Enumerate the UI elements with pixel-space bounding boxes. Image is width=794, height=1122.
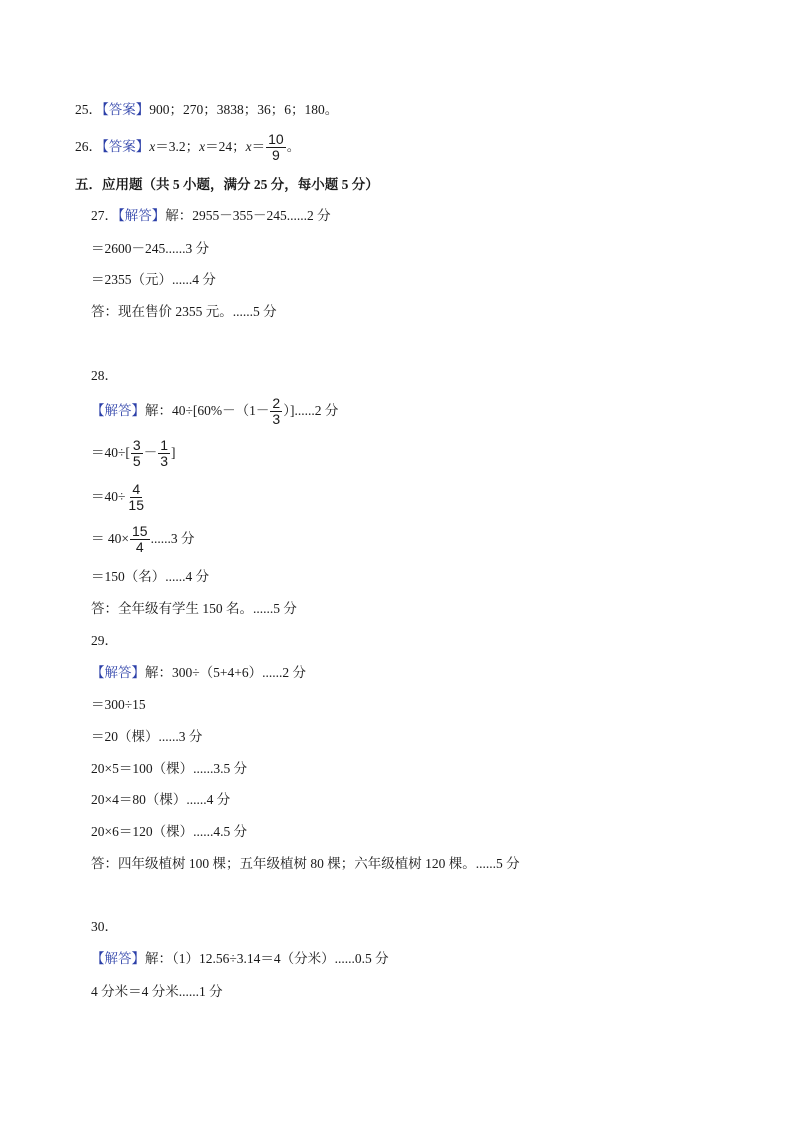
denominator: 5 [132, 453, 141, 470]
period: 。 [286, 139, 301, 154]
q29-line-2: ＝300÷15 [91, 697, 146, 712]
denominator: 3 [160, 453, 168, 470]
q28-line-5: ＝150（名）......4 分 [91, 569, 210, 584]
fraction [131, 438, 143, 469]
q30-line-1 [91, 950, 389, 968]
q28-line-2 [91, 436, 176, 470]
expression: ＝40÷ [91, 489, 126, 504]
answer-26 [75, 130, 300, 164]
q29-number: 29． [91, 633, 118, 648]
numerator: 4 [132, 481, 141, 498]
q29-line-5: 20×4＝80（棵）......4 分 [91, 792, 231, 807]
bracket: ] [171, 445, 176, 460]
solution-tag: 【解答】 [91, 665, 145, 680]
numerator: 10 [268, 131, 284, 148]
q28-line-3 [91, 480, 147, 514]
section-title: 五．应用题（共 5 小题，满分 25 分，每小题 5 分） [75, 177, 379, 192]
numerator: 3 [132, 437, 141, 454]
denominator: 9 [272, 147, 280, 164]
solution-step: 解：300÷（5+4+6）......2 分 [145, 665, 307, 680]
q30-line-2: 4 分米＝4 分米......1 分 [91, 984, 223, 999]
denominator: 3 [272, 411, 281, 428]
q29-line-3: ＝20（棵）......3 分 [91, 729, 203, 744]
question-number: 25． [75, 102, 102, 117]
question-number: 26． [75, 139, 102, 154]
fraction [126, 482, 146, 513]
q27-line-2: ＝2600－245......3 分 [91, 241, 210, 256]
answer-tag: 【答案】 [102, 102, 150, 117]
q29-line-1 [91, 664, 306, 682]
solution-step: 解：2955－355－245......2 分 [165, 208, 331, 223]
value-2: ＝24； [205, 139, 246, 154]
solution-tag: 【解答】 [91, 403, 145, 418]
q28-line-1 [91, 394, 338, 428]
q27-answer: 答：现在售价 2355 元。......5 分 [91, 304, 277, 319]
expression: ＝40÷[ [91, 445, 130, 460]
q28-answer: 答：全年级有学生 150 名。......5 分 [91, 601, 297, 616]
fraction [130, 524, 150, 555]
q27-line-3: ＝2355（元）......4 分 [91, 272, 216, 287]
value-1: ＝3.2； [155, 139, 200, 154]
solution-tag: 【解答】 [118, 208, 166, 223]
solution-step: 解：（1）12.56÷3.14＝4（分米）......0.5 分 [145, 951, 389, 966]
numerator: 2 [272, 395, 281, 412]
fraction [270, 396, 282, 427]
value-3: ＝ [251, 139, 266, 154]
expression: ＝ 40× [91, 531, 129, 546]
fraction [266, 132, 286, 163]
expression: ......3 分 [150, 531, 195, 546]
solution-tag: 【解答】 [91, 951, 145, 966]
q30-number: 30． [91, 919, 118, 934]
expression: 解：40÷[60%－（1－ [145, 403, 270, 418]
q28-line-4 [91, 522, 194, 556]
numerator: 1 [160, 437, 168, 454]
q28-number: 28． [91, 368, 118, 383]
fraction [158, 438, 170, 469]
denominator: 4 [135, 539, 144, 556]
q29-line-4: 20×5＝100（棵）......3.5 分 [91, 761, 248, 776]
variable-x: x [245, 139, 252, 154]
q29-answer: 答：四年级植树 100 棵；五年级植树 80 棵；六年级植树 120 棵。......5 分 [91, 856, 520, 871]
answer-25 [75, 101, 338, 119]
question-number: 27． [91, 208, 118, 223]
denominator: 15 [128, 497, 144, 514]
answer-text: 900；270；3838；36；6；180。 [149, 102, 339, 117]
variable-x: x [149, 139, 156, 154]
minus-sign: － [143, 445, 158, 460]
variable-x: x [199, 139, 206, 154]
expression: ）]......2 分 [283, 403, 339, 418]
q27-line-1 [91, 207, 331, 225]
answer-tag: 【答案】 [102, 139, 150, 154]
numerator: 15 [132, 523, 148, 540]
q29-line-6: 20×6＝120（棵）......4.5 分 [91, 824, 248, 839]
